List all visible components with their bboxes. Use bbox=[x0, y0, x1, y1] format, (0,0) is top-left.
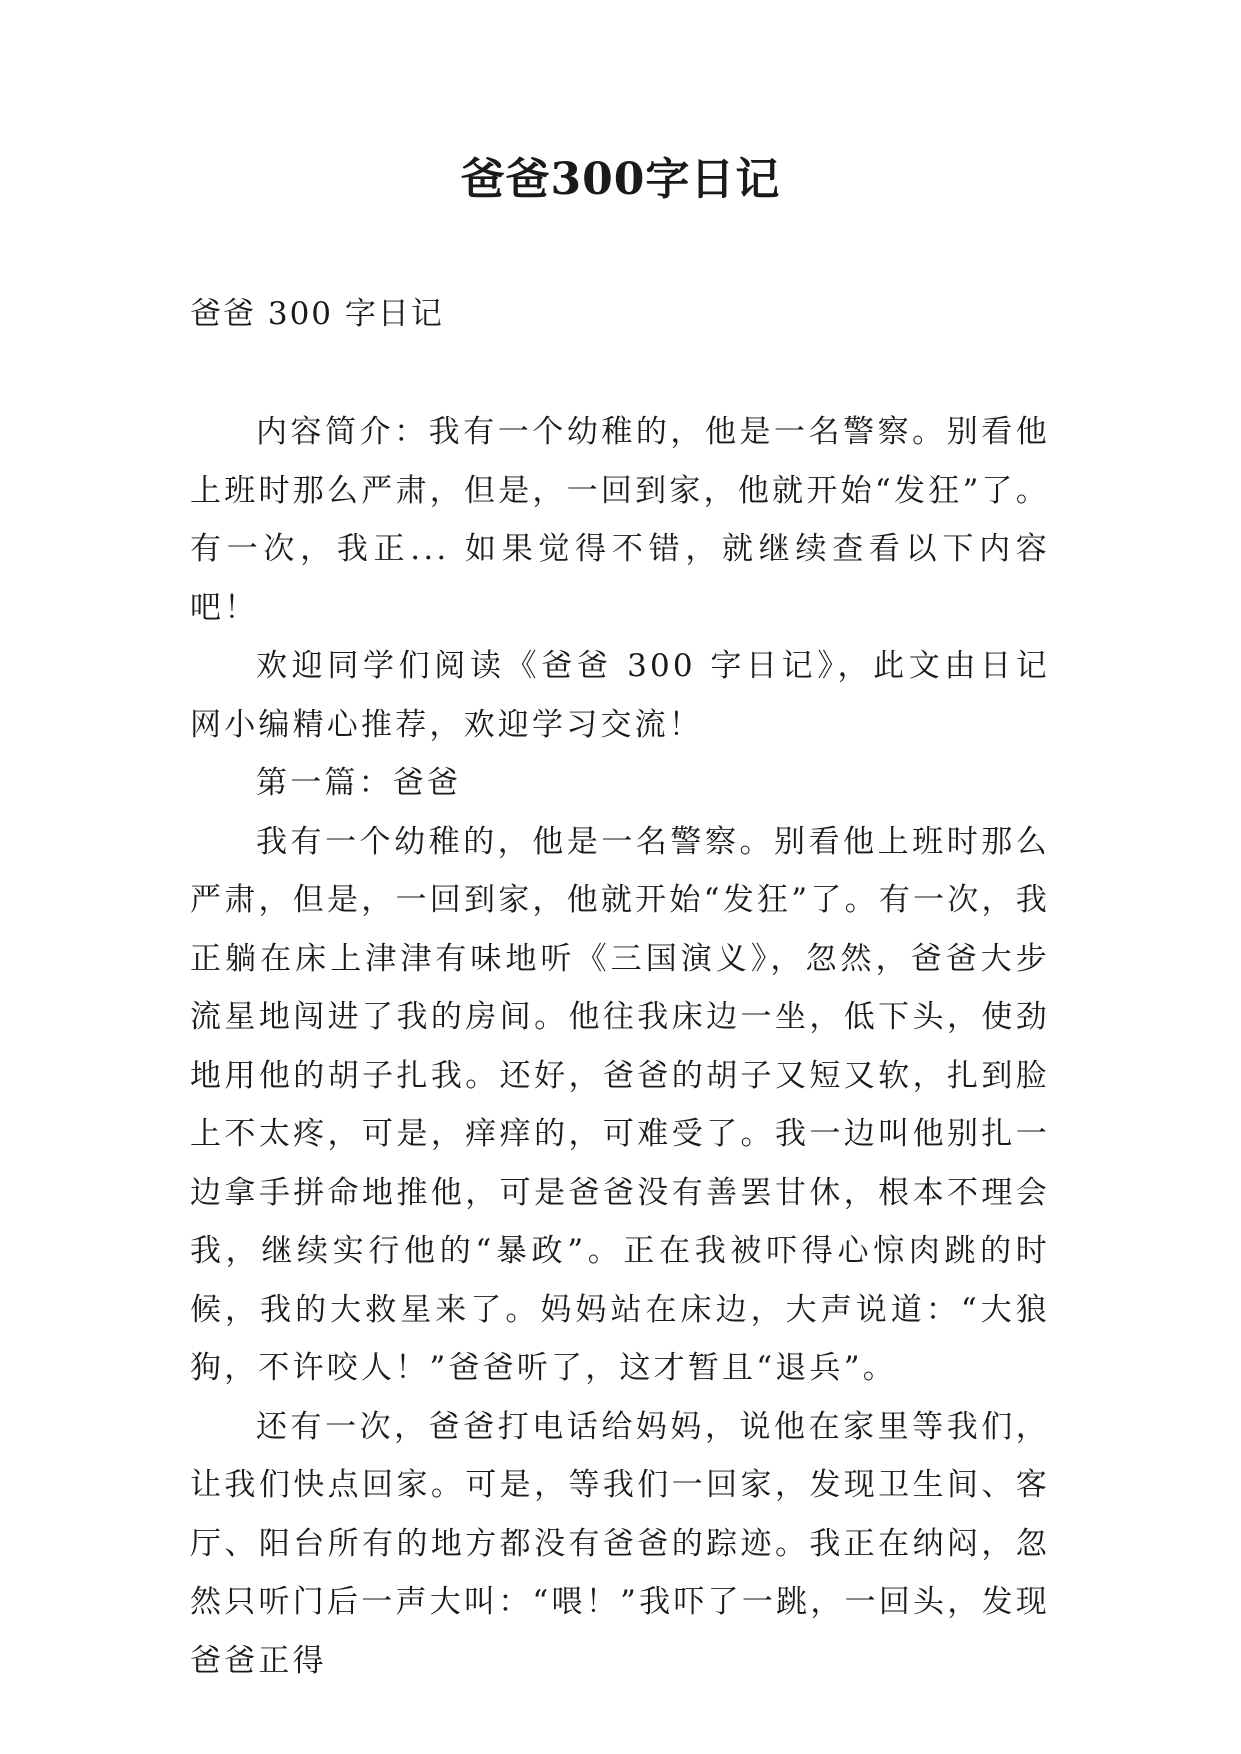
document-body bbox=[190, 403, 1050, 1690]
document-subtitle: 爸爸 300 字日记 bbox=[190, 296, 444, 332]
paragraph-story-1: 我有一个幼稚的，他是一名警察。别看他上班时那么严肃，但是，一回到家，他就开始“发狂”了。有一次，我正躺在床上津津有味地听《三国演义》，忽然，爸爸大步流星地闯进了我的房间。他往我床边一坐，低下头，使劲地用他的胡子扎我。还好，爸爸的胡子又短又软，扎到脸上不太疼，可是，痒痒的，可难受了。我一边叫他别扎一边拿手拼命地推他，可是爸爸没有善罢甘休，根本不理会我，继续实行他的“暴政”。正在我被吓得心惊肉跳的时候，我的大救星来了。妈妈站在床边，大声说道：“大狼狗，不许咬人！”爸爸听了，这才暂且“退兵”。 bbox=[190, 823, 1050, 1386]
paragraph-heading-first: 第一篇：爸爸 bbox=[256, 765, 462, 801]
document-title: 爸爸300字日记 bbox=[460, 154, 781, 205]
paragraph-welcome: 欢迎同学们阅读《爸爸 300 字日记》，此文由日记网小编精心推荐，欢迎学习交流！ bbox=[190, 648, 1050, 743]
paragraph-summary: 内容简介：我有一个幼稚的，他是一名警察。别看他上班时那么严肃，但是，一回到家，他就开始“发狂”了。有一次，我正... 如果觉得不错，就继续查看以下内容吧！ bbox=[190, 414, 1050, 626]
paragraph-story-2: 还有一次，爸爸打电话给妈妈，说他在家里等我们，让我们快点回家。可是，等我们一回家，发现卫生间、客厅、阳台所有的地方都没有爸爸的踪迹。我正在纳闷，忽然只听门后一声大叫：“喂！”我吓了一跳，一回头，发现爸爸正得 bbox=[190, 1408, 1050, 1679]
